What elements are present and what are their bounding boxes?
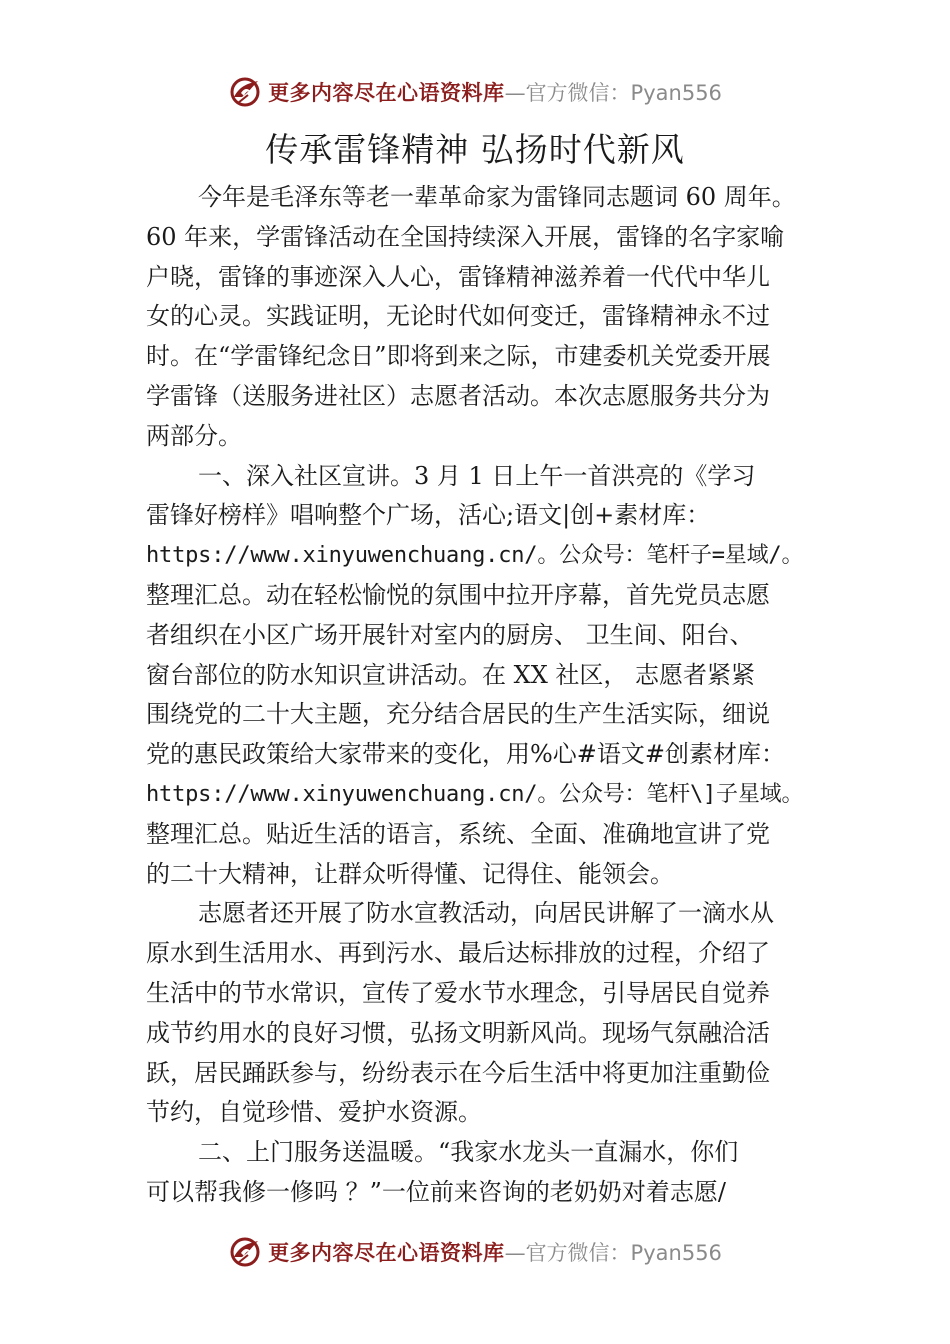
text-line: 者组织在小区广场开展针对室内的厨房、 卫生间、阳台、 bbox=[146, 620, 754, 649]
text-line: 今年是毛泽东等老一辈革命家为雷锋同志题词 60 周年。 bbox=[198, 183, 796, 211]
url-line: https://www.xinyuwenchuang.cn/。公众号：笔杆\]子星域。 bbox=[146, 781, 804, 807]
text-line: 女的心灵。实践证明，无论时代如何变迁，雷锋精神永不过 bbox=[146, 302, 770, 331]
flame-swirl-logo-icon bbox=[228, 75, 262, 109]
text-line: 成节约用水的良好习惯，弘扬文明新风尚。现场气氛融洽活 bbox=[146, 1018, 770, 1047]
text-line: 时。在“学雷锋纪念日”即将到来之际，市建委机关党委开展 bbox=[146, 342, 771, 371]
text-line: 窗台部位的防水知识宣讲活动。在 XX 社区， 志愿者紧紧 bbox=[146, 660, 756, 689]
text-line: 志愿者还开展了防水宣教活动，向居民讲解了一滴水从 bbox=[198, 899, 774, 928]
footer-banner bbox=[0, 1232, 950, 1272]
wechat-text: —官方微信：Pyan556 bbox=[504, 81, 722, 105]
text-line: 的二十大精神，让群众听得懂、记得住、能领会。 bbox=[146, 859, 674, 888]
text-line: 原水到生活用水、再到污水、最后达标排放的过程，介绍了 bbox=[146, 939, 770, 968]
text-line: 60 年来，学雷锋活动在全国持续深入开展，雷锋的名字家喻 bbox=[146, 222, 785, 251]
text-line: 跃，居民踊跃参与，纷纷表示在今后生活中将更加注重勤俭 bbox=[146, 1058, 770, 1087]
url-line: https://www.xinyuwenchuang.cn/。公众号：笔杆子=星域/。 bbox=[146, 543, 804, 569]
text-line: 学雷锋（送服务进社区）志愿者活动。本次志愿服务共分为 bbox=[146, 381, 770, 410]
text-line: 整理汇总。动在轻松愉悦的氛围中拉开序幕，首先党员志愿 bbox=[146, 580, 770, 609]
wechat-text: —官方微信：Pyan556 bbox=[504, 1241, 722, 1265]
text-line: 围绕党的二十大主题，充分结合居民的生产生活实际，细说 bbox=[146, 700, 770, 729]
text-line: 两部分。 bbox=[146, 421, 242, 450]
brand-text: 更多内容尽在心语资料库 bbox=[268, 80, 505, 105]
document-body bbox=[146, 178, 826, 1213]
text-line: 整理汇总。贴近生活的语言，系统、全面、准确地宣讲了党 bbox=[146, 819, 770, 848]
brand-text: 更多内容尽在心语资料库 bbox=[268, 1240, 505, 1265]
header-banner bbox=[0, 72, 950, 112]
text-line: 生活中的节水常识，宣传了爱水节水理念，引导居民自觉养 bbox=[146, 978, 770, 1007]
text-line: 可以帮我修一修吗 ？”一位前来咨询的老奶奶对着志愿/ bbox=[146, 1177, 726, 1206]
text-line: 二、上门服务送温暖。“我家水龙头一直漏水，你们 bbox=[198, 1138, 739, 1167]
flame-swirl-logo-icon bbox=[228, 1235, 262, 1269]
text-line: 党的惠民政策给大家带来的变化，用%心#语文#创素材库： bbox=[146, 740, 786, 769]
document-title: 传承雷锋精神 弘扬时代新风 bbox=[265, 130, 685, 169]
text-line: 户晓，雷锋的事迹深入人心，雷锋精神滋养着一代代中华儿 bbox=[146, 262, 770, 291]
text-line: 雷锋好榜样》唱响整个广场，活心;语文|创+素材库： bbox=[146, 501, 711, 530]
text-line: 节约，自觉珍惜、爱护水资源。 bbox=[146, 1098, 482, 1127]
text-line: 一、深入社区宣讲。3 月 1 日上午一首洪亮的《学习 bbox=[198, 461, 756, 490]
